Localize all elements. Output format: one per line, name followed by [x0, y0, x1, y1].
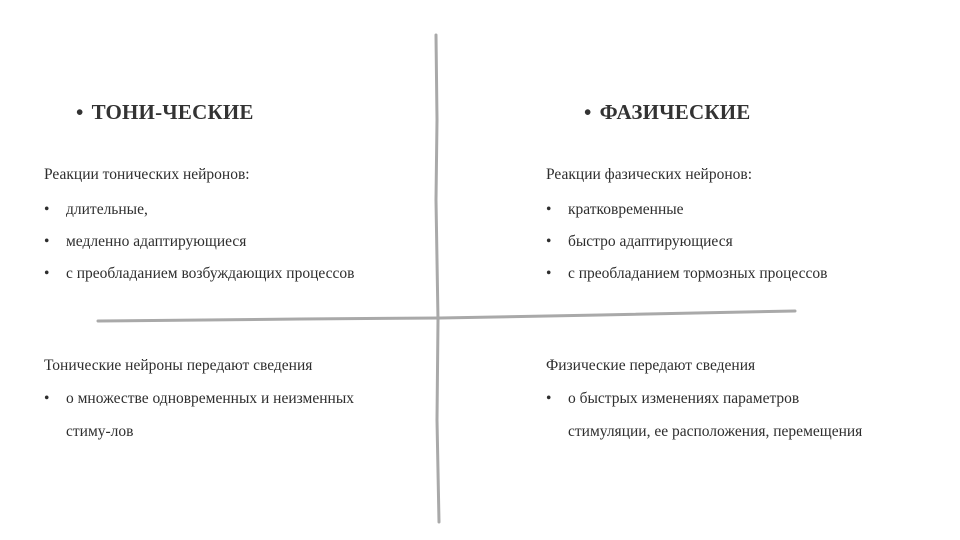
- heading-tonic-text: ТОНИ-ЧЕСКИЕ: [91, 100, 254, 124]
- bullet: •: [44, 390, 50, 407]
- heading-phasic-text: ФАЗИЧЕСКИЕ: [599, 100, 751, 124]
- tonic-transmit-title: Тонические нейроны передают сведения: [44, 357, 313, 374]
- tonic-transmit-line1: о множестве одновременных и неизменных: [66, 390, 354, 407]
- tonic-reaction-label: с преобладанием возбуждающих процессов: [66, 265, 355, 282]
- bullet: •: [546, 265, 552, 282]
- phasic-transmit-title: Физические передают сведения: [546, 357, 756, 374]
- vertical-divider: [436, 35, 439, 522]
- phasic-transmit-line2: стимуляции, ее расположения, перемещения: [568, 423, 863, 440]
- bullet: •: [44, 233, 50, 250]
- bullet: •: [44, 265, 50, 282]
- tonic-reaction-label: медленно адаптирующиеся: [66, 233, 247, 250]
- bullet: •: [584, 100, 592, 124]
- bullet: •: [546, 390, 552, 407]
- tonic-reaction-label: длительные,: [66, 201, 148, 218]
- phasic-reaction-label: быстро адаптирующиеся: [568, 233, 733, 250]
- tonic-reactions-title: Реакции тонических нейронов:: [44, 166, 250, 183]
- bullet: •: [546, 233, 552, 250]
- phasic-reaction-label: с преобладанием тормозных процессов: [568, 265, 828, 282]
- bullet: •: [44, 201, 50, 218]
- bullet: •: [546, 201, 552, 218]
- tonic-transmit-line2: стиму-лов: [66, 423, 134, 440]
- bullet: •: [76, 100, 84, 124]
- phasic-transmit-line1: о быстрых изменениях параметров: [568, 390, 800, 407]
- heading-tonic: [76, 100, 254, 125]
- heading-phasic: [584, 100, 751, 125]
- phasic-reactions-title: Реакции фазических нейронов:: [546, 166, 753, 183]
- horizontal-divider: [98, 311, 795, 321]
- phasic-reaction-label: кратковременные: [568, 201, 684, 218]
